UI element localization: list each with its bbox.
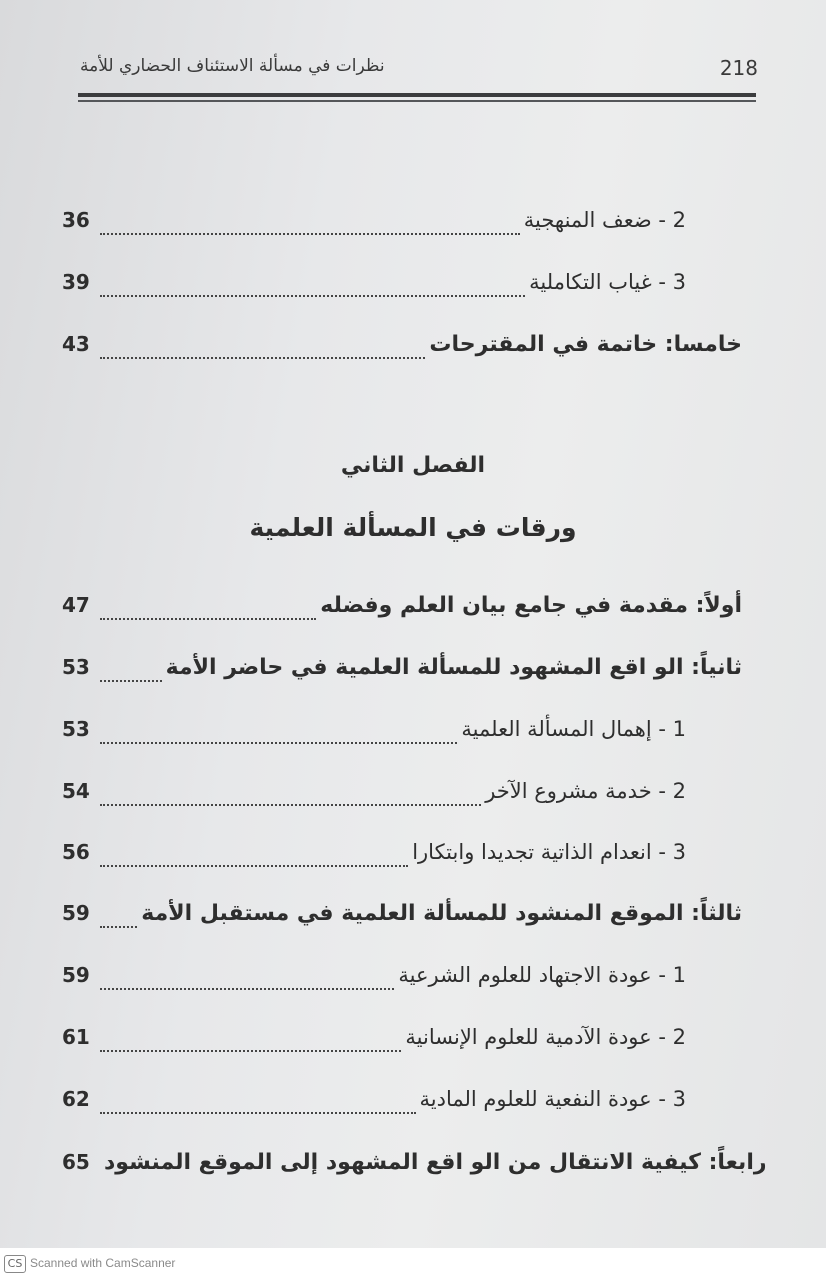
toc-page-number: 43 xyxy=(62,332,90,356)
toc-leader-dots xyxy=(100,357,425,359)
chapter-title: ورقات في المسألة العلمية xyxy=(249,513,577,542)
toc-leader-dots xyxy=(100,233,520,235)
toc-entry xyxy=(62,963,742,1003)
toc-entry-title: 1 - عودة الاجتهاد للعلوم الشرعية xyxy=(398,963,686,987)
toc-entry-title: 2 - خدمة مشروع الآخر xyxy=(485,779,686,803)
toc-page-number: 59 xyxy=(62,963,90,987)
toc-entry xyxy=(62,840,742,880)
toc-leader-dots xyxy=(100,926,137,928)
chapter-label: الفصل الثاني xyxy=(340,453,486,478)
header-rule-thin xyxy=(78,100,756,102)
toc-page-number: 56 xyxy=(62,840,90,864)
toc-leader-dots xyxy=(100,988,394,990)
toc-entry xyxy=(62,1150,767,1190)
toc-page-number: 61 xyxy=(62,1025,90,1049)
toc-leader-dots xyxy=(100,295,525,297)
toc-page-number: 47 xyxy=(62,593,90,617)
toc-leader-dots xyxy=(100,680,162,682)
page-header xyxy=(78,52,758,92)
toc-leader-dots xyxy=(100,1112,416,1114)
toc-entry-title: 3 - غياب التكاملية xyxy=(529,270,686,294)
toc-entry xyxy=(62,208,742,248)
toc-leader-dots xyxy=(100,1050,401,1052)
header-rule xyxy=(78,93,756,97)
toc-leader-dots xyxy=(100,804,481,806)
toc-entry-title: ثالثاً: الموقع المنشود للمسألة العلمية في مستقبل الأمة xyxy=(141,901,742,926)
toc-entry-title: 2 - ضعف المنهجية xyxy=(523,208,686,232)
toc-page-number: 39 xyxy=(62,270,90,294)
scanner-footer xyxy=(0,1248,826,1280)
toc-entry xyxy=(62,717,742,757)
toc-leader-dots xyxy=(100,618,316,620)
scanner-watermark-text: Scanned with CamScanner xyxy=(30,1256,176,1270)
toc-entry xyxy=(62,779,742,819)
toc-page-number: 54 xyxy=(62,779,90,803)
toc-entry xyxy=(62,332,742,372)
toc-entry-title: خامسا: خاتمة في المقترحات xyxy=(429,332,742,357)
toc-entry xyxy=(62,655,742,695)
toc-entry-title: 3 - انعدام الذاتية تجديدا وابتكارا xyxy=(412,840,686,864)
toc-entry-title: ثانياً: الو اقع المشهود للمسألة العلمية في حاضر الأمة xyxy=(165,655,742,680)
camscanner-logo-icon: CS xyxy=(4,1255,26,1273)
toc-entry-title: أولاً: مقدمة في جامع بيان العلم وفضله xyxy=(320,593,742,618)
toc-page-number: 59 xyxy=(62,901,90,925)
toc-entry xyxy=(62,270,742,310)
toc-entry xyxy=(62,1025,742,1065)
toc-entry-title: 3 - عودة النفعية للعلوم المادية xyxy=(419,1087,686,1111)
toc-page-number: 53 xyxy=(62,717,90,741)
toc-leader-dots xyxy=(100,742,457,744)
toc-entry-title: رابعاً: كيفية الانتقال من الو اقع المشهود إلى الموقع المنشود xyxy=(104,1150,767,1175)
toc-page-number: 36 xyxy=(62,208,90,232)
page-number: 218 xyxy=(719,56,758,80)
toc-entry-title: 1 - إهمال المسألة العلمية xyxy=(461,717,686,741)
toc-entry xyxy=(62,901,742,941)
toc-leader-dots xyxy=(100,865,408,867)
toc-entry xyxy=(62,1087,742,1127)
running-title: نظرات في مسألة الاستئناف الحضاري للأمة xyxy=(80,56,385,76)
toc-page-number: 62 xyxy=(62,1087,90,1111)
toc-entry-title: 2 - عودة الآدمية للعلوم الإنسانية xyxy=(405,1025,686,1049)
toc-page-number: 53 xyxy=(62,655,90,679)
toc-page-number: 65 xyxy=(62,1150,90,1174)
toc-entry xyxy=(62,593,742,633)
